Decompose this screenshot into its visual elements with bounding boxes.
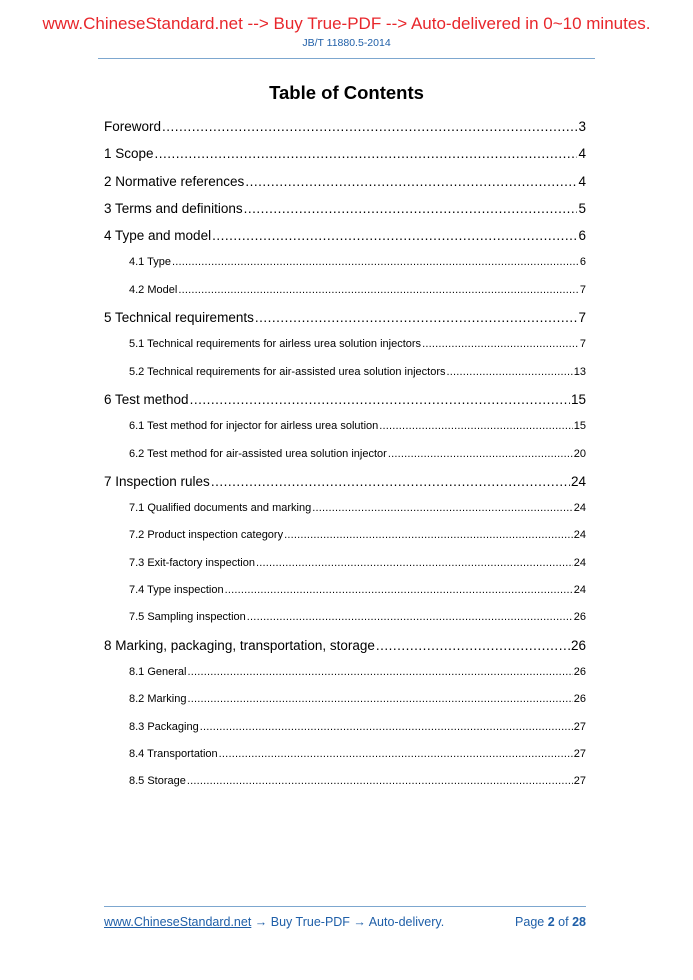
- current-page: 2: [547, 915, 555, 929]
- toc-entry[interactable]: [104, 550, 586, 577]
- page-title: Table of Contents: [269, 82, 424, 103]
- toc-leader-dots: [190, 386, 570, 413]
- toc-entry-page: 24: [573, 556, 586, 569]
- toc-entry[interactable]: [104, 714, 586, 741]
- toc-leader-dots: [256, 550, 573, 577]
- toc-entry[interactable]: [104, 632, 586, 659]
- table-of-contents: [104, 113, 586, 795]
- toc-leader-dots: [162, 113, 577, 140]
- toc-entry-page: 7: [579, 338, 586, 351]
- toc-leader-dots: [219, 741, 573, 768]
- total-pages: 28: [572, 915, 586, 929]
- toc-entry-page: 20: [573, 447, 586, 460]
- toc-entry-label: 8.3 Packaging: [129, 720, 199, 733]
- toc-entry-page: 4: [578, 146, 586, 162]
- toc-leader-dots: [284, 522, 573, 549]
- toc-entry-page: 13: [573, 365, 586, 378]
- toc-entry-page: 26: [573, 665, 586, 678]
- toc-leader-dots: [212, 222, 577, 249]
- toc-entry[interactable]: [104, 222, 586, 249]
- toc-entry[interactable]: [104, 741, 586, 768]
- toc-entry-label: 5.1 Technical requirements for airless urea solution injectors: [129, 338, 422, 351]
- toc-leader-dots: [200, 714, 573, 741]
- page-indicator: [515, 915, 586, 929]
- page-footer: [104, 915, 586, 929]
- toc-leader-dots: [187, 686, 572, 713]
- toc-entry[interactable]: [104, 304, 586, 331]
- toc-entry[interactable]: [104, 495, 586, 522]
- toc-entry-page: 27: [573, 775, 586, 788]
- toc-entry[interactable]: [104, 195, 586, 222]
- toc-entry-label: 7.3 Exit-factory inspection: [129, 556, 255, 569]
- toc-leader-dots: [187, 768, 573, 795]
- toc-entry-page: 26: [570, 637, 586, 653]
- standard-number: JB/T 11880.5-2014: [302, 37, 391, 49]
- toc-leader-dots: [422, 331, 579, 358]
- toc-leader-dots: [312, 495, 573, 522]
- toc-entry[interactable]: [104, 659, 586, 686]
- toc-entry-page: 24: [573, 502, 586, 515]
- toc-leader-dots: [447, 359, 573, 386]
- toc-entry-page: 6: [578, 228, 586, 244]
- toc-leader-dots: [225, 577, 573, 604]
- toc-entry-label: 2 Normative references: [104, 173, 245, 189]
- toc-entry[interactable]: [104, 277, 586, 304]
- footer-trail: → Buy True-PDF → Auto-delivery.: [251, 915, 445, 929]
- toc-leader-dots: [379, 413, 572, 440]
- toc-entry-label: 7.5 Sampling inspection: [129, 611, 246, 624]
- toc-entry-label: 6.2 Test method for air-assisted urea solution injector: [129, 447, 387, 460]
- page-word: Page: [515, 915, 545, 929]
- toc-leader-dots: [255, 304, 578, 331]
- toc-entry-page: 5: [578, 200, 586, 216]
- toc-entry-page: 26: [573, 611, 586, 624]
- toc-entry-page: 26: [573, 693, 586, 706]
- of-word: of: [558, 915, 569, 929]
- toc-entry-page: 6: [579, 256, 586, 269]
- toc-entry-page: 15: [570, 391, 586, 407]
- toc-entry-label: 4 Type and model: [104, 228, 212, 244]
- toc-entry-label: 4.2 Model: [129, 283, 178, 296]
- toc-leader-dots: [376, 632, 570, 659]
- toc-entry-label: 7 Inspection rules: [104, 473, 210, 489]
- toc-entry-label: 5 Technical requirements: [104, 310, 254, 326]
- toc-entry[interactable]: [104, 577, 586, 604]
- toc-leader-dots: [172, 249, 579, 276]
- toc-leader-dots: [245, 168, 577, 195]
- toc-entry[interactable]: [104, 441, 586, 468]
- toc-entry-page: 7: [578, 310, 586, 326]
- toc-entry[interactable]: [104, 686, 586, 713]
- toc-entry-label: 4.1 Type: [129, 256, 171, 269]
- toc-entry-page: 7: [579, 283, 586, 296]
- toc-entry-label: 5.2 Technical requirements for air-assisted urea solution injectors: [129, 365, 446, 378]
- toc-entry[interactable]: [104, 140, 586, 167]
- toc-entry-label: 3 Terms and definitions: [104, 200, 243, 216]
- toc-entry-page: 24: [570, 473, 586, 489]
- toc-entry-page: 3: [578, 119, 586, 134]
- toc-entry-page: 15: [573, 420, 586, 433]
- toc-entry-label: Foreword: [104, 119, 162, 134]
- toc-entry[interactable]: [104, 522, 586, 549]
- toc-entry[interactable]: [104, 386, 586, 413]
- toc-leader-dots: [155, 140, 578, 167]
- toc-entry-label: 7.2 Product inspection category: [129, 529, 284, 542]
- toc-leader-dots: [211, 468, 570, 495]
- toc-entry[interactable]: [104, 249, 586, 276]
- toc-entry-page: 27: [573, 720, 586, 733]
- toc-entry-page: 4: [578, 173, 586, 189]
- toc-leader-dots: [244, 195, 578, 222]
- footer-site-link[interactable]: www.ChineseStandard.net: [104, 915, 252, 929]
- toc-entry-page: 24: [573, 529, 586, 542]
- toc-leader-dots: [247, 604, 573, 631]
- toc-entry[interactable]: [104, 768, 586, 795]
- toc-entry[interactable]: [104, 168, 586, 195]
- toc-entry[interactable]: [104, 413, 586, 440]
- toc-leader-dots: [388, 441, 573, 468]
- toc-entry-label: 6.1 Test method for injector for airless urea solution: [129, 420, 379, 433]
- toc-entry-label: 8.5 Storage: [129, 775, 186, 788]
- toc-entry[interactable]: [104, 468, 586, 495]
- toc-entry[interactable]: [104, 604, 586, 631]
- header-divider: [98, 58, 595, 59]
- toc-entry-page: 24: [573, 584, 586, 597]
- toc-entry-label: 8 Marking, packaging, transportation, storage: [104, 637, 375, 653]
- toc-entry[interactable]: [104, 113, 586, 140]
- toc-entry-label: 8.1 General: [129, 665, 187, 678]
- toc-entry-label: 7.4 Type inspection: [129, 584, 224, 597]
- toc-entry[interactable]: [104, 359, 586, 386]
- top-banner[interactable]: www.ChineseStandard.net --> Buy True-PDF --> Auto-delivered in 0~10 minutes.: [42, 14, 651, 33]
- toc-entry-label: 6 Test method: [104, 391, 189, 407]
- footer-divider: [104, 906, 586, 907]
- toc-entry-label: 8.4 Transportation: [129, 747, 218, 760]
- toc-entry-label: 7.1 Qualified documents and marking: [129, 502, 312, 515]
- footer-left: [104, 915, 444, 929]
- toc-leader-dots: [178, 277, 579, 304]
- toc-leader-dots: [187, 659, 572, 686]
- toc-entry[interactable]: [104, 331, 586, 358]
- toc-entry-label: 8.2 Marking: [129, 693, 187, 706]
- toc-entry-label: 1 Scope: [104, 146, 154, 162]
- toc-entry-page: 27: [573, 747, 586, 760]
